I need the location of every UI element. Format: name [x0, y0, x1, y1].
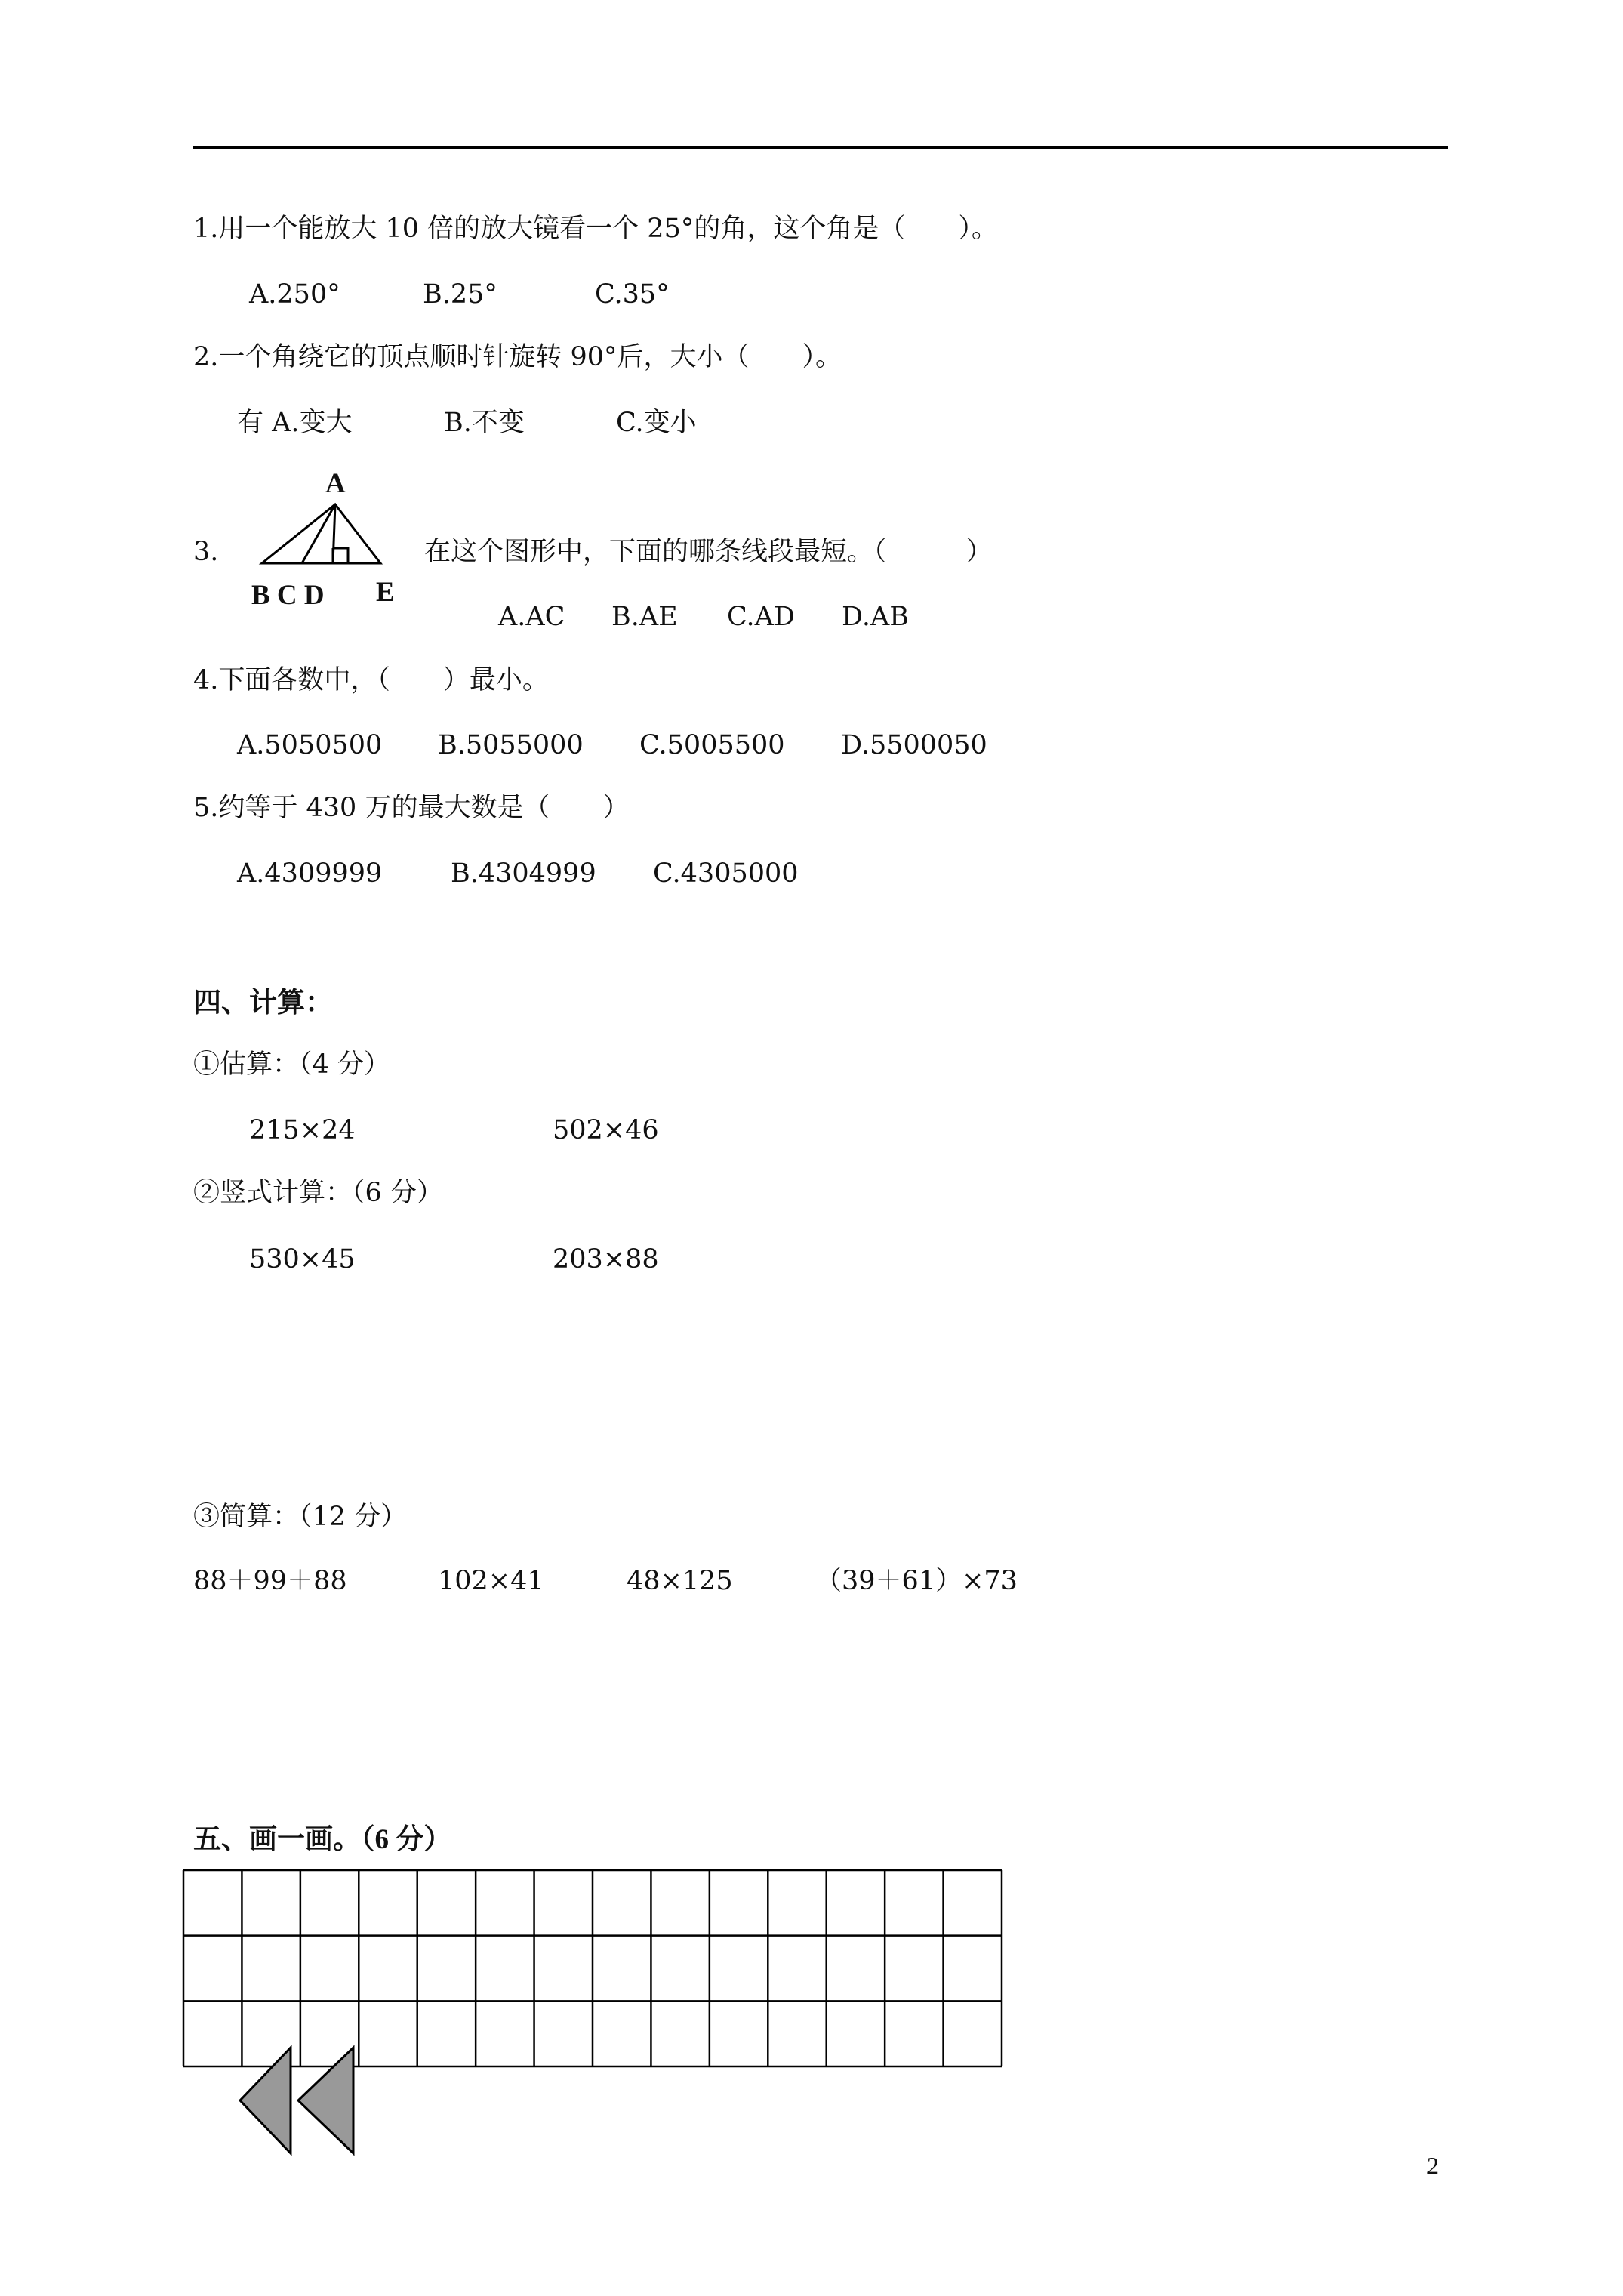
triangle-shapes: [234, 2045, 362, 2158]
simplify-item-2: 102×41: [438, 1566, 544, 1596]
q3-option-d: D.AB: [842, 602, 909, 632]
q3-option-a: A.AC: [498, 602, 565, 632]
simplify-item-4: （39＋61）×73: [815, 1566, 1018, 1596]
q5-text: 5.约等于 430 万的最大数是（ ）: [193, 793, 630, 823]
q4-text: 4.下面各数中，（ ）最小。: [193, 665, 549, 695]
vertical-item-1: 530×45: [249, 1244, 356, 1274]
q2-text: 2.一个角绕它的顶点顺时针旋转 90°后，大小（ ）。: [193, 342, 842, 372]
triangle-shape-2: [298, 2048, 353, 2153]
figure-label-e: E: [376, 577, 395, 608]
page-number: 2: [1427, 2152, 1439, 2179]
q1-text: 1.用一个能放大 10 倍的放大镜看一个 25°的角，这个角是（ ）。: [193, 214, 998, 244]
vertical-title: ②竖式计算：（6 分）: [193, 1178, 443, 1208]
estimate-item-2: 502×46: [553, 1115, 659, 1145]
simplify-title: ③简算：（12 分）: [193, 1502, 408, 1532]
figure-label-bcd: B C D: [251, 580, 325, 611]
q5-option-b: B.4304999: [451, 858, 596, 889]
q2-option-c: C.变小: [616, 408, 697, 438]
estimate-title: ①估算：（4 分）: [193, 1049, 390, 1080]
q4-option-b: B.5055000: [438, 730, 584, 760]
triangle-shape-1: [240, 2048, 291, 2153]
vertical-item-2: 203×88: [553, 1244, 659, 1274]
simplify-item-1: 88＋99＋88: [193, 1566, 347, 1596]
q3-option-c: C.AD: [727, 602, 795, 632]
q5-option-a: A.4309999: [237, 858, 383, 889]
q1-option-a: A.250°: [249, 279, 340, 310]
q4-option-d: D.5500050: [841, 730, 987, 760]
q4-option-a: A.5050500: [237, 730, 383, 760]
header-rule: [193, 146, 1448, 149]
drawing-grid: [181, 1868, 1004, 2069]
q5-option-c: C.4305000: [653, 858, 799, 889]
q3-text: 在这个图形中，下面的哪条线段最短。（ ）: [424, 537, 993, 567]
section5-title: 五、画一画。（6 分）: [193, 1824, 452, 1855]
triangle-figure: [249, 497, 385, 569]
q3-option-b: B.AE: [611, 602, 678, 632]
estimate-item-1: 215×24: [249, 1115, 356, 1145]
q4-option-c: C.5005500: [639, 730, 785, 760]
section4-title: 四、计算：: [193, 988, 333, 1019]
q1-option-b: B.25°: [423, 279, 497, 310]
q1-option-c: C.35°: [595, 279, 670, 310]
figure-label-a: A: [325, 468, 346, 499]
q3-number: 3.: [193, 537, 219, 567]
q2-option-a: 有 A.变大: [237, 408, 353, 438]
q2-option-b: B.不变: [444, 408, 525, 438]
simplify-item-3: 48×125: [627, 1566, 733, 1596]
